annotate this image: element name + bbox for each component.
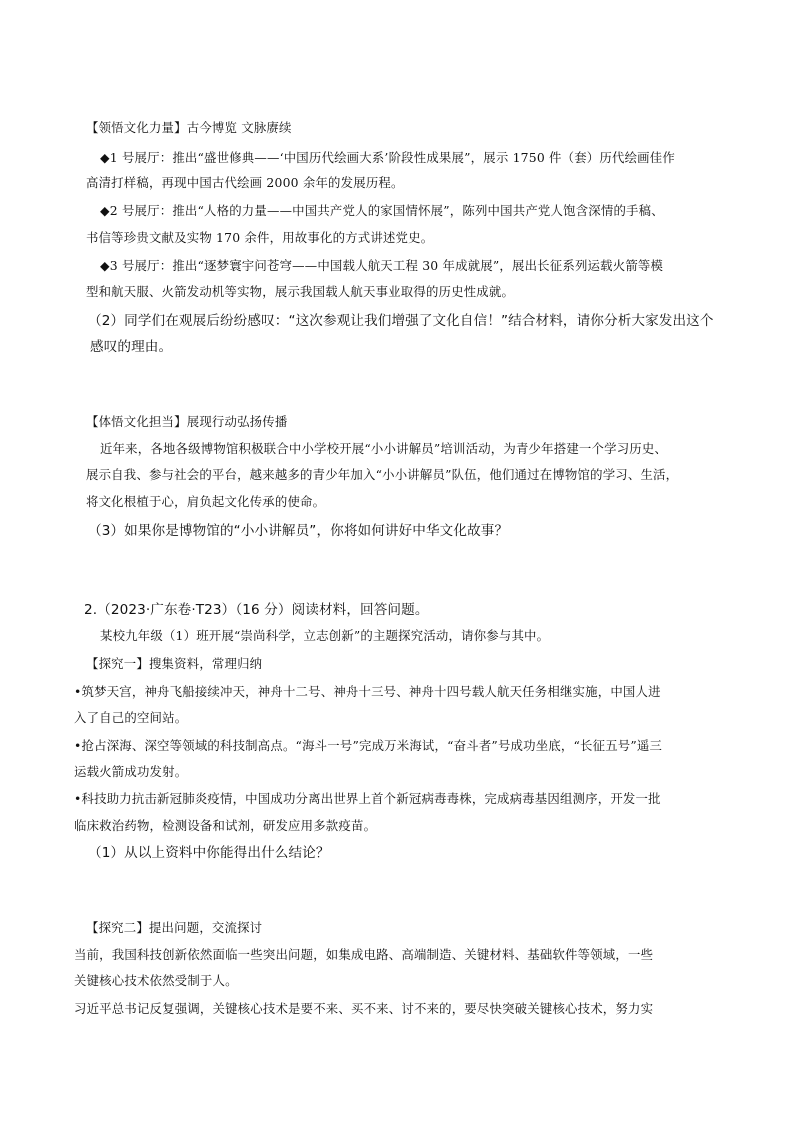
bullet1-line2: 入了自己的空间站。 <box>74 710 188 725</box>
explore2-heading: 【探究二】提出问题，交流探讨 <box>86 920 263 935</box>
activity-intro: 某校九年级（1）班开展“崇尚科学，立志创新”的主题探究活动，请你参与其中。 <box>100 628 550 643</box>
bullet3-line2: 临床救治药物，检测设备和试剂，研发应用多款疫苗。 <box>74 818 377 833</box>
question-2-title: 2.（2023·广东卷·T23）（16 分）阅读材料，回答问题。 <box>84 602 429 618</box>
question-2-line2: 感叹的理由。 <box>90 339 173 355</box>
section-heading-culture-responsibility: 【体悟文化担当】展现行动弘扬传播 <box>86 414 288 429</box>
section-heading-culture-power: 【领悟文化力量】古今博览 文脉赓续 <box>86 120 292 135</box>
explore1-heading: 【探究一】搜集资料，常理归纳 <box>86 656 263 671</box>
section2-body-line2: 展示自我、参与社会的平台，越来越多的青少年加入“小小讲解员”队伍，他们通过在博物馆的学习、生活， <box>86 467 679 482</box>
hall1-line2: 高清打样稿，再现中国古代绘画 2000 余年的发展历程。 <box>86 175 404 190</box>
explore2-line2: 关键核心技术依然受制于人。 <box>74 973 238 988</box>
bullet2-line1: •抢占深海、深空等领域的科技制高点。“海斗一号”完成万米海试，“奋斗者”号成功坐底，“长征五号”遥三 <box>74 738 663 753</box>
question-2-line1: （2）同学们在观展后纷纷感叹：“这次参观让我们增强了文化自信！”结合材料，请你分析大家发出这个 <box>88 313 714 329</box>
bullet2-line2: 运载火箭成功发射。 <box>74 764 188 779</box>
hall2-line2: 书信等珍贵文献及实物 170 余件，用故事化的方式讲述党史。 <box>86 230 434 245</box>
explore2-line1: 当前，我国科技创新依然面临一些突出问题，如集成电路、高端制造、关键材料、基础软件等领域，一些 <box>74 947 654 962</box>
section2-body-line1: 近年来，各地各级博物馆积极联合中小学校开展“小小讲解员”培训活动，为青少年搭建一个学习历史、 <box>100 441 668 456</box>
sub-question-1: （1）从以上资料中你能得出什么结论？ <box>88 845 330 861</box>
bullet3-line1: •科技助力抗击新冠肺炎疫情，中国成功分离出世界上首个新冠病毒毒株，完成病毒基因组测序，开发一批 <box>74 791 661 806</box>
hall1-line1: ◆1 号展厅：推出“盛世修典——‘中国历代绘画大系’阶段性成果展”，展示 1750 件（套）历代绘画佳作 <box>100 150 675 165</box>
hall3-line2: 型和航天服、火箭发动机等实物，展示我国载人航天事业取得的历史性成就。 <box>86 284 515 299</box>
hall3-line1: ◆3 号展厅：推出“逐梦寰宇问苍穹——中国载人航天工程 30 年成就展”，展出长征系列运载火箭等模 <box>100 258 664 273</box>
hall2-line1: ◆2 号展厅：推出“人格的力量——中国共产党人的家国情怀展”，陈列中国共产党人饱含深情的手稿、 <box>100 203 664 218</box>
bullet1-line1: •筑梦天宫，神舟飞船接续冲天，神舟十二号、神舟十三号、神舟十四号载人航天任务相继实施，中国人进 <box>74 684 661 699</box>
explore2-line3: 习近平总书记反复强调，关键核心技术是要不来、买不来、讨不来的，要尽快突破关键核心技术，努力实 <box>74 1001 654 1016</box>
question-3: （3）如果你是博物馆的“小小讲解员”，你将如何讲好中华文化故事？ <box>88 523 509 539</box>
section2-body-line3: 将文化根植于心，肩负起文化传承的使命。 <box>86 494 326 509</box>
